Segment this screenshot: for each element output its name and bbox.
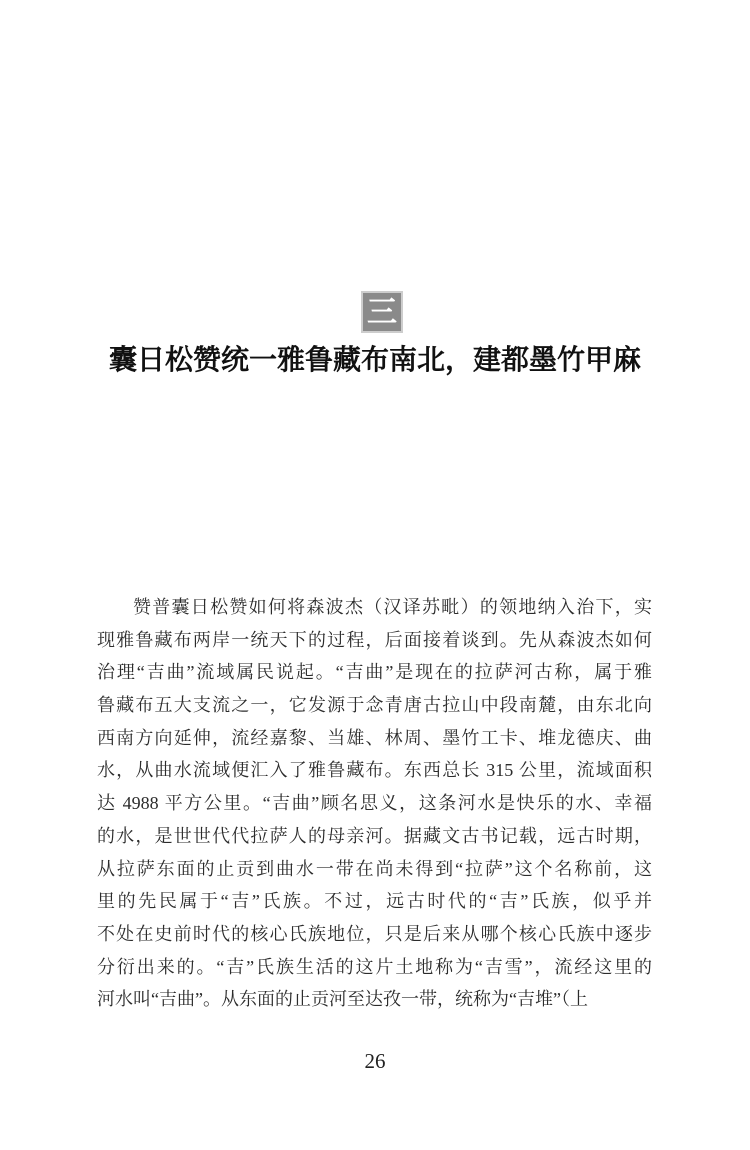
body-text-line: 从拉萨东面的止贡到曲水一带在尚未得到“拉萨”这个名称前，这 <box>97 858 652 879</box>
body-text-line: 分衍出来的。“吉”氏族生活的这片土地称为“吉雪”，流经这里的 <box>97 956 652 977</box>
body-paragraph <box>97 591 652 1016</box>
chapter-number-box <box>361 291 403 333</box>
body-text-line: 治理“吉曲”流域属民说起。“吉曲”是现在的拉萨河古称，属于雅 <box>97 662 652 683</box>
body-text-line: 赞普囊日松赞如何将森波杰（汉译苏毗）的领地纳入治下，实 <box>133 597 652 617</box>
body-text-line: 现雅鲁藏布两岸一统天下的过程，后面接着谈到。先从森波杰如何 <box>97 629 652 650</box>
page-number: 26 <box>364 1049 386 1073</box>
body-text-line: 鲁藏布五大支流之一，它发源于念青唐古拉山中段南麓，由东北向 <box>97 695 652 716</box>
chapter-title: 囊日松赞统一雅鲁藏布南北，建都墨竹甲麻 <box>108 345 641 376</box>
body-text-line: 的水，是世世代代拉萨人的母亲河。据藏文古书记载，远古时期， <box>97 825 652 846</box>
body-text-line: 水，从曲水流域便汇入了雅鲁藏布。东西总长 315 公里，流域面积 <box>97 760 652 781</box>
body-text-line: 里的先民属于“吉”氏族。不过，远古时代的“吉”氏族，似乎并 <box>97 891 652 912</box>
body-text-line: 不处在史前时代的核心氏族地位，只是后来从哪个核心氏族中逐步 <box>97 923 652 944</box>
body-text-line: 河水叫“吉曲”。从东面的止贡河至达孜一带，统称为“吉堆”（上 <box>97 989 588 1010</box>
body-text-line: 达 4988 平方公里。“吉曲”顾名思义，这条河水是快乐的水、幸福 <box>97 793 652 814</box>
body-text-line: 西南方向延伸，流经嘉黎、当雄、林周、墨竹工卡、堆龙德庆、曲 <box>97 727 652 748</box>
chapter-number: 三 <box>367 295 397 329</box>
